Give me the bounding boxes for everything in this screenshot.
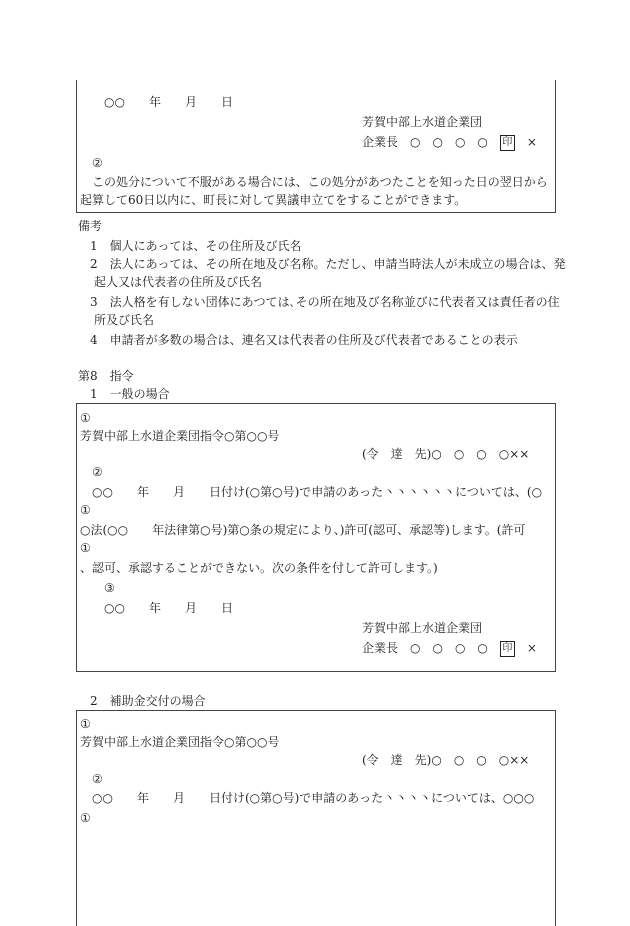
- order-signatory-name: 企業長 ○ ○ ○ ○: [362, 641, 488, 655]
- subsidy-recipient: (令 達 先)○ ○ ○ ○××: [362, 753, 530, 767]
- order-mark-a: ①: [80, 503, 91, 517]
- seal-icon: 印: [500, 641, 515, 657]
- remarks-item-2-cont: 起人又は代表者の住所及び氏名: [94, 275, 263, 289]
- notice-signatory: [362, 134, 537, 151]
- signatory-suffix: ×: [526, 135, 537, 149]
- subsidy-document-number: 芳賀中部上水道企業団指令○第○○号: [80, 735, 280, 749]
- remarks-item-3-cont: 所及び氏名: [94, 313, 155, 327]
- section-8-title: 第8 指令: [78, 369, 134, 383]
- subsidy-mark-2: ②: [92, 772, 103, 786]
- remarks-item-4: 4 申請者が多数の場合は、連名又は代表者の住所及び代表者であることの表示: [90, 333, 518, 347]
- order-mark-2: ②: [92, 465, 103, 479]
- order-signatory-suffix: ×: [526, 641, 537, 655]
- order-mark-b: ①: [80, 541, 91, 555]
- notice-organization: 芳賀中部上水道企業団: [362, 115, 483, 129]
- order-body-line-3: 、認可、承認することができない。次の条件を付して許可します。): [80, 561, 438, 575]
- section-8-sub-2: 2 補助金交付の場合: [90, 694, 206, 708]
- order-date: ○○ 年 月 日: [104, 601, 233, 615]
- signatory-name: 企業長 ○ ○ ○ ○: [362, 135, 488, 149]
- order-body-line-1: ○○ 年 月 日付け(○第○号)で申請のあった丶丶丶丶丶丶については、(○: [92, 485, 543, 499]
- subsidy-mark-1: ①: [80, 717, 91, 731]
- remarks-item-2: 2 法人にあっては、その所在地及び名称。ただし、申請当時法人が未成立の場合は、発: [90, 257, 566, 271]
- order-signatory: [362, 640, 537, 657]
- remarks-title: 備考: [78, 219, 103, 233]
- order-body-line-2: ○法(○○ 年法律第○号)第○条の規定により、)許可(認可、承認等)します。(許可: [80, 523, 526, 537]
- section-8-sub-1: 1 一般の場合: [90, 387, 170, 401]
- subsidy-mark-a: ①: [80, 811, 91, 825]
- remarks-item-3: 3 法人格を有しない団体にあつては､その所在地及び名称並びに代表者又は責任者の住: [90, 295, 560, 309]
- order-mark-3: ③: [104, 581, 115, 595]
- appeal-text-line-1: この処分について不服がある場合には、この処分があつたことを知った日の翌日から: [92, 175, 548, 189]
- order-recipient: (令 達 先)○ ○ ○ ○××: [362, 447, 530, 461]
- seal-icon: 印: [500, 135, 515, 151]
- order-organization: 芳賀中部上水道企業団: [362, 621, 483, 635]
- notice-date: ○○ 年 月 日: [104, 95, 233, 109]
- remarks-item-1: 1 個人にあっては、その住所及び氏名: [90, 239, 302, 253]
- appeal-text-line-2: 起算して60日以内に、町長に対して異議申立てをすることができます。: [80, 193, 467, 207]
- order-document-number: 芳賀中部上水道企業団指令○第○○号: [80, 429, 280, 443]
- order-mark-1: ①: [80, 411, 91, 425]
- notice-mark-2: ②: [92, 156, 103, 170]
- subsidy-body-line-1: ○○ 年 月 日付け(○第○号)で申請のあった丶丶丶丶については、○○○: [92, 791, 535, 805]
